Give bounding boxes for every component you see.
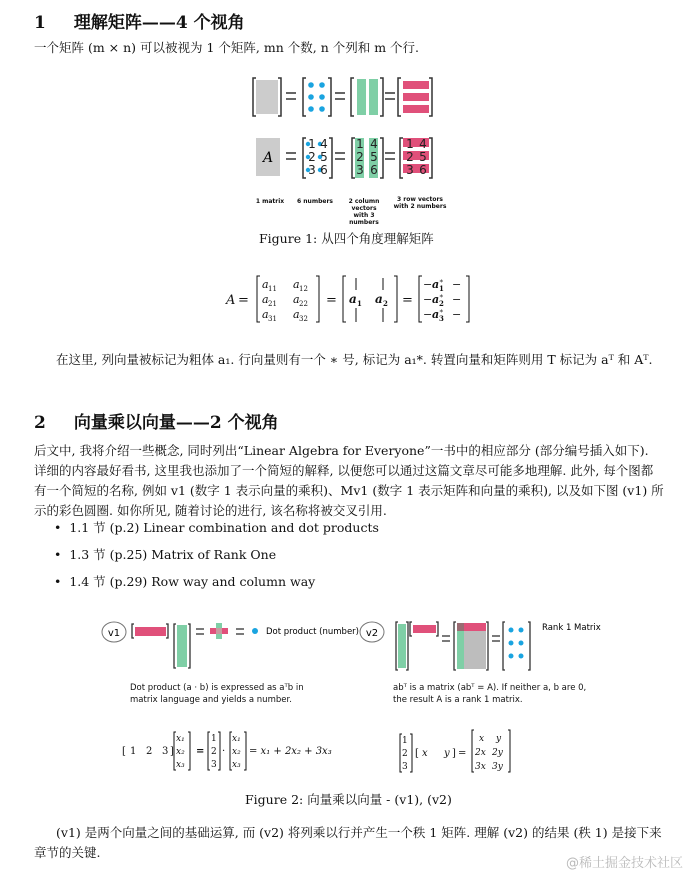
- svg-text:a: a: [293, 293, 300, 306]
- svg-text:a: a: [432, 293, 440, 306]
- svg-text:x₃: x₃: [232, 760, 241, 770]
- closing-paragraph: (v1) 是两个向量之间的基础运算, 而 (v2) 将列乘以行并产生一个秩 1 矩阵. 理解 (v2) 的结果 (秩 1) 是接下来章节的关键.: [34, 825, 662, 860]
- svg-text:x: x: [479, 734, 485, 744]
- svg-text:1: 1: [402, 736, 408, 746]
- svg-text:12: 12: [299, 285, 308, 293]
- svg-text:x₂: x₂: [232, 747, 241, 757]
- rank1-label: Rank 1 Matrix: [542, 623, 601, 633]
- svg-text:x: x: [422, 748, 428, 759]
- v1-description: Dot product (a · b) is expressed as aᵀb in matrix language and yields a number.: [130, 683, 304, 705]
- svg-text:=: =: [238, 293, 249, 308]
- green-column-1: [357, 79, 366, 115]
- svg-text:5: 5: [370, 150, 378, 164]
- watermark: @稀土掘金技术社区: [565, 856, 683, 871]
- svg-text:1: 1: [211, 734, 217, 744]
- figure1-caption: Figure 1: 从四个角度理解矩阵: [259, 231, 434, 246]
- section1-heading: [34, 8, 245, 33]
- svg-text:5: 5: [419, 150, 427, 164]
- eq1-lhs: A: [226, 293, 236, 308]
- section1-title: 理解矩阵——4 个视角: [73, 13, 245, 33]
- six-dots: [308, 82, 325, 112]
- svg-text:6: 6: [370, 163, 378, 177]
- svg-text:x₁: x₁: [232, 734, 241, 744]
- svg-text:x₁: x₁: [176, 734, 185, 744]
- v1-green-col-vector: [177, 625, 187, 667]
- svg-text:2: 2: [439, 299, 444, 308]
- svg-text:3: 3: [356, 163, 364, 177]
- list-item: • 1.3 节 (p.25) Matrix of Rank One: [54, 547, 277, 562]
- v1-pink-row-vector: [135, 627, 166, 636]
- label-1-matrix: 1 matrix: [255, 198, 285, 205]
- svg-text:−: −: [423, 278, 433, 291]
- svg-text:a: a: [432, 278, 440, 291]
- fig1-num-2: 2: [308, 150, 316, 164]
- svg-text:v1: v1: [107, 628, 121, 639]
- svg-text:a: a: [432, 308, 440, 321]
- svg-text:2: 2: [146, 746, 153, 757]
- dot-product-label: Dot product (number): [266, 627, 359, 637]
- equation1: [222, 272, 472, 328]
- svg-text:]: ]: [170, 746, 174, 757]
- svg-text:y: y: [444, 748, 450, 759]
- svg-text:=: =: [458, 748, 467, 759]
- svg-text:31: 31: [268, 315, 277, 323]
- svg-text:2x: 2x: [475, 748, 486, 758]
- matrix-A-symbol: A: [262, 150, 274, 166]
- fig1-num-5: 5: [320, 150, 328, 164]
- svg-text:∗: ∗: [439, 307, 444, 315]
- svg-text:3x: 3x: [475, 762, 486, 772]
- svg-text:]: ]: [452, 748, 456, 759]
- section2-paragraph: 后文中, 我将介绍一些概念, 同时列出“Linear Algebra for Everyone”一书中的相应部分 (部分编号插入如下). 详细的内容最好看书, 这里我也添加了一个简短的解释, 以便您可以通过这篇文章尽可能多地理解. 此外, 每个图都有一个简短的名称, 例如 v1 (数字 1 表示向量的乘积)、Mv1 (数字 1 表示矩阵和向量的乘积), 以及如下图 (v1) 所示的彩色圆圈. 如你所见, 随着讨论的进行, 该名称将被交叉引用.: [34, 443, 664, 518]
- svg-text:22: 22: [299, 300, 308, 308]
- svg-text:3: 3: [211, 760, 217, 770]
- svg-text:∗: ∗: [439, 277, 444, 285]
- svg-text:a: a: [349, 292, 357, 306]
- svg-text:a: a: [293, 308, 300, 321]
- pink-row-2: [403, 93, 429, 101]
- svg-text:3: 3: [162, 746, 169, 757]
- svg-text:−: −: [452, 293, 462, 306]
- green-column-2: [369, 79, 378, 115]
- svg-text:2: 2: [406, 150, 414, 164]
- svg-text:=: =: [196, 746, 205, 757]
- svg-text:[: [: [415, 748, 419, 759]
- svg-text:[: [: [122, 746, 126, 757]
- section2-heading: [34, 408, 279, 433]
- label-row-vectors: 3 row vectors with 2 numbers: [393, 196, 447, 210]
- svg-text:·: ·: [222, 746, 226, 757]
- svg-text:∗: ∗: [439, 292, 444, 300]
- svg-text:a: a: [375, 292, 383, 306]
- fig1-num-1: 1: [308, 137, 316, 151]
- svg-text:2: 2: [211, 747, 217, 757]
- svg-text:1: 1: [439, 284, 444, 293]
- svg-text:=: =: [402, 293, 413, 308]
- list-item: • 1.1 节 (p.2) Linear combination and dot products: [54, 520, 379, 535]
- svg-text:1: 1: [357, 299, 362, 308]
- fig1-num-3: 3: [308, 163, 316, 177]
- list-item: • 1.4 节 (p.29) Row way and column way: [54, 574, 316, 589]
- fig1-num-6: 6: [320, 163, 328, 177]
- section1-intro: 一个矩阵 (m × n) 可以被视为 1 个矩阵, mn 个数, n 个列和 m 个行.: [34, 40, 419, 55]
- svg-text:−: −: [452, 308, 462, 321]
- svg-text:32: 32: [299, 315, 308, 323]
- svg-text:21: 21: [268, 300, 277, 308]
- fig1-num-4: 4: [320, 137, 328, 151]
- svg-text:2: 2: [402, 749, 408, 759]
- svg-text:−: −: [452, 278, 462, 291]
- svg-text:1: 1: [406, 137, 414, 151]
- pink-row-3: [403, 105, 429, 113]
- svg-text:3: 3: [439, 314, 444, 323]
- figure2-equations: [118, 728, 518, 776]
- svg-text:x₃: x₃: [176, 760, 185, 770]
- svg-text:3: 3: [406, 163, 414, 177]
- svg-text:y: y: [496, 734, 502, 744]
- svg-text:4: 4: [370, 137, 378, 151]
- svg-text:1: 1: [130, 746, 137, 757]
- svg-text:6: 6: [419, 163, 427, 177]
- svg-text:a: a: [262, 308, 269, 321]
- section2-title: 向量乘以向量——2 个视角: [73, 413, 279, 433]
- section1-number: 1: [34, 13, 46, 33]
- svg-text:= x₁ + 2x₂ + 3x₃: = x₁ + 2x₂ + 3x₃: [249, 746, 332, 757]
- pink-row-1: [403, 81, 429, 89]
- figure2-diagram: [100, 612, 620, 674]
- bullet-list: [54, 518, 379, 599]
- svg-text:v2: v2: [365, 628, 379, 639]
- svg-text:11: 11: [268, 285, 277, 293]
- paragraph-notation: 在这里, 列向量被标记为粗体 a₁. 行向量则有一个 ∗ 号, 标记为 a₁*. 转置向量和矩阵则用 T 标记为 aᵀ 和 Aᵀ.: [56, 352, 653, 367]
- svg-text:x₂: x₂: [176, 747, 185, 757]
- svg-text:a: a: [262, 293, 269, 306]
- svg-text:2: 2: [383, 299, 388, 308]
- svg-text:a: a: [293, 278, 300, 291]
- v2-description: abᵀ is a matrix (abᵀ = A). If neither a, b are 0, the result A is a rank 1 matrix.: [393, 683, 587, 705]
- svg-text:4: 4: [419, 137, 427, 151]
- label-column-vectors: 2 column vectors with 3 numbers: [348, 198, 380, 226]
- section2-number: 2: [34, 413, 46, 433]
- svg-text:2y: 2y: [492, 748, 503, 758]
- figure2-caption: Figure 2: 向量乘以向量 - (v1), (v2): [245, 792, 452, 807]
- svg-text:−: −: [423, 308, 433, 321]
- svg-text:1: 1: [356, 137, 364, 151]
- svg-text:2: 2: [356, 150, 364, 164]
- svg-text:a: a: [262, 278, 269, 291]
- svg-text:−: −: [423, 293, 433, 306]
- svg-text:3y: 3y: [492, 762, 503, 772]
- figure1: [240, 68, 470, 216]
- svg-text:=: =: [326, 293, 337, 308]
- svg-text:3: 3: [402, 762, 408, 772]
- label-6-numbers: 6 numbers: [297, 198, 333, 205]
- gray-matrix-block: [256, 80, 278, 114]
